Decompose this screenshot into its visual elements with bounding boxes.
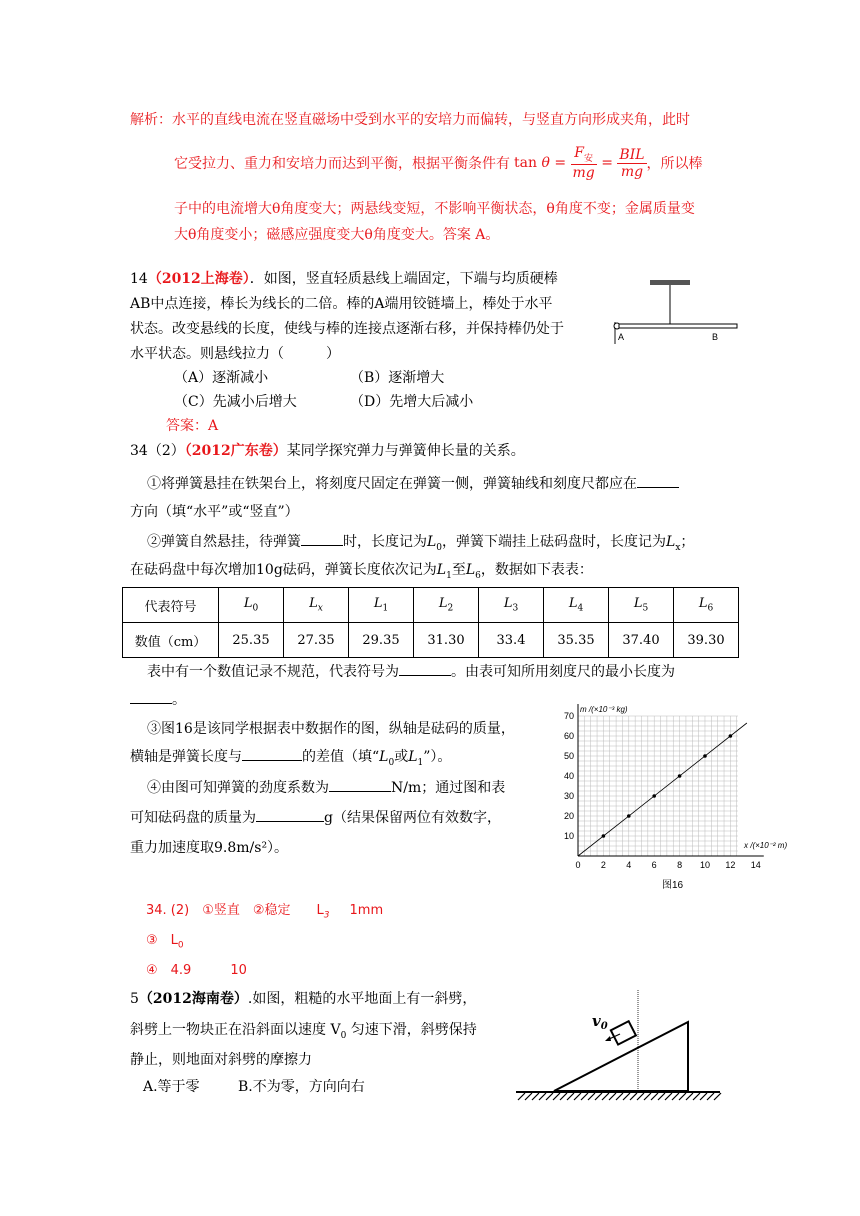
q34-number: 34（2）: [130, 443, 185, 459]
table-cell: [479, 588, 544, 623]
q34-answer-2-sub: 0: [177, 940, 184, 951]
hatch-line: [546, 1093, 553, 1100]
q5-number: 5: [130, 991, 139, 1007]
q34-p5-text-d: 或: [394, 749, 409, 765]
answer-blank-1[interactable]: [637, 475, 679, 488]
q34-p5-text-e: ”）。: [423, 749, 452, 765]
x-tick-label: 2: [600, 860, 606, 870]
q34-p8: 重力加速度取9.8m/s²）。: [130, 840, 289, 856]
q34-p3-text-a: 在砝码盘中每次增加10g砝码，弹簧长度依次记为: [130, 562, 437, 578]
hatch-line: [686, 1093, 693, 1100]
q34-answer-2-text: ③ L: [146, 933, 178, 948]
hatch-line: [553, 1093, 560, 1100]
q14-line-2: AB中点连接，棒长为线长的二倍。棒的A端用铰链墙上，棒处于水平: [130, 296, 553, 312]
cell-sub: 0: [252, 603, 259, 614]
chart-caption: 图16: [662, 880, 684, 891]
sym-sub-1: 1: [446, 570, 452, 581]
answer-blank-7[interactable]: [256, 809, 324, 822]
hatch-line: [658, 1093, 665, 1100]
table-cell: 31.30: [414, 623, 479, 658]
q5-text-1: .如图，粗糙的水平地面上有一斜劈，: [247, 991, 477, 1007]
q34-answer-1: [146, 899, 383, 921]
q34-p6-text-a: ④由图可知弹簧的劲度系数为: [147, 780, 329, 796]
cell-sub: 3: [512, 603, 519, 614]
x-tick-label: 10: [699, 860, 710, 870]
block: [611, 1021, 636, 1044]
hatch-line: [707, 1093, 714, 1100]
q5-option-b: B.不为零，方向向右: [238, 1079, 365, 1095]
fraction-force: [571, 145, 597, 181]
q34-p7-text-a: 可知砝码盘的质量为: [130, 810, 256, 826]
q34-p2-text-d: ；: [680, 534, 695, 550]
answer-blank-3[interactable]: [399, 663, 451, 676]
block-rect: [611, 1021, 636, 1044]
data-point: [703, 754, 707, 758]
spring-chart: [552, 700, 814, 896]
y-tick-label: 10: [563, 831, 574, 841]
q34-answer-1-b: 1mm: [349, 903, 384, 918]
eq-f: F: [574, 145, 584, 162]
q14-answer: 答案：A: [166, 418, 219, 434]
sym-l-1: L: [436, 562, 447, 578]
q34-p5b: [130, 746, 451, 768]
q5-text-2b: 匀速下滑，斜劈保持: [346, 1022, 477, 1038]
sym-l-0b: L: [379, 749, 389, 765]
x-tick-label: 6: [651, 860, 657, 870]
sym-sub-0b: 0: [388, 757, 395, 768]
q34-p6: [147, 777, 505, 797]
q34-p4-text-c: 。: [172, 692, 186, 708]
q34-p3-text-b: 至: [451, 562, 466, 578]
cell-l: L: [243, 596, 253, 612]
table-cell: 37.40: [609, 623, 674, 658]
hatch-line: [567, 1093, 574, 1100]
hatch-line: [644, 1093, 651, 1100]
q34-intro: 某同学探究弹力与弹簧伸长量的关系。: [286, 443, 525, 459]
hatch-line: [609, 1093, 616, 1100]
hatch-line: [581, 1093, 588, 1100]
q5-option-a: A.等于零: [143, 1079, 200, 1095]
table-header-symbol: 代表符号: [123, 588, 219, 623]
q34-p7: [130, 807, 501, 827]
table-cell: 39.30: [674, 623, 739, 658]
table-cell: 27.35: [284, 623, 349, 658]
q34-p7-text-b: g（结果保留两位有效数字，: [324, 810, 501, 826]
y-tick-label: 70: [563, 711, 574, 721]
table-cell: [414, 588, 479, 623]
eq-equals: =: [554, 155, 567, 171]
q34-p2-text-c: ，弹簧下端挂上砝码盘时，长度记为: [442, 534, 667, 550]
hatch-line: [623, 1093, 630, 1100]
q14-source: （2012上海卷）: [147, 271, 250, 287]
cell-l: L: [373, 596, 383, 612]
table-cell: 33.4: [479, 623, 544, 658]
analysis-line-2: [174, 138, 703, 188]
sym-l-1b: L: [408, 749, 418, 765]
q34-p4: [147, 661, 675, 681]
chart-xlabel: x /(×10⁻² m): [744, 841, 788, 850]
hatch-line: [630, 1093, 637, 1100]
eq-tan: tan: [514, 155, 537, 171]
hatch-line: [651, 1093, 658, 1100]
y-tick-label: 60: [563, 731, 574, 741]
sym-sub-x: x: [675, 542, 681, 553]
cell-l: L: [503, 596, 513, 612]
q5-wedge-figure: [514, 990, 724, 1106]
q14-number: 14: [130, 271, 148, 287]
data-point: [678, 774, 682, 778]
data-point: [627, 814, 631, 818]
cell-sub: 4: [577, 603, 584, 614]
eq-theta: θ: [541, 155, 550, 171]
answer-blank-6[interactable]: [329, 779, 391, 792]
data-point: [652, 794, 656, 798]
q34-answer-1-text: 34. (2) ①竖直 ②稳定 L: [146, 903, 324, 918]
y-tick-label: 40: [563, 771, 574, 781]
analysis-line-3: 子中的电流增大θ角度变大；两悬线变短，不影响平衡状态，θ角度不变；金属质量变: [174, 201, 695, 217]
q34-p5a: ③图16是该同学根据表中数据作的图，纵轴是砝码的质量，: [147, 721, 515, 737]
q14-option-d: （D）先增大后减小: [350, 394, 474, 410]
table-cell: 29.35: [349, 623, 414, 658]
analysis-line-2-text: 它受拉力、重力和安培力而达到平衡，根据平衡条件有: [174, 156, 510, 172]
q34-p1: [147, 473, 679, 493]
hatch-line: [574, 1093, 581, 1100]
label-v0: $v_0$: [592, 1012, 608, 1032]
eq-mg-1: mg: [572, 164, 595, 181]
q34-source: （2012广东卷）: [184, 443, 287, 459]
answer-blank-4[interactable]: [130, 691, 172, 704]
table-cell: 25.35: [219, 623, 284, 658]
equation: [514, 145, 647, 181]
sym-sub-1b: 1: [417, 757, 424, 768]
arrow-head-icon: [605, 1036, 611, 1041]
table-cell: 35.35: [544, 623, 609, 658]
x-tick-label: 4: [626, 860, 632, 870]
cell-l: L: [438, 596, 448, 612]
q14-text-1: ．如图，竖直轻质悬线上端固定，下端与均质硬棒: [249, 271, 558, 287]
sym-l-x: L: [666, 534, 676, 550]
eq-mg-2: mg: [620, 163, 644, 180]
x-tick-label: 12: [725, 860, 736, 870]
label-a: A: [618, 332, 625, 342]
cell-l: L: [633, 596, 643, 612]
hatch-line: [637, 1093, 644, 1100]
table-cell: [219, 588, 284, 623]
q34-p2-text-a: ②弹簧自然悬挂，待弹簧: [147, 534, 301, 550]
hatch-line: [700, 1093, 707, 1100]
x-tick-label: 8: [677, 860, 683, 870]
cell-l: L: [568, 596, 578, 612]
q34-answer-2: [146, 929, 184, 951]
cell-sub: 2: [447, 603, 454, 614]
chart-axes: [578, 704, 764, 856]
q34-line-1: [130, 440, 525, 460]
q14-option-c: （C）先减小后增大: [174, 394, 297, 410]
q5-source: （2012海南卷）: [138, 991, 248, 1007]
answer-blank-2[interactable]: [301, 533, 343, 546]
q34-p1b: 方向（填“水平”或“竖直”）: [130, 504, 299, 520]
hatch-line: [672, 1093, 679, 1100]
hatch-line: [693, 1093, 700, 1100]
hatch-line: [595, 1093, 602, 1100]
fraction-bil: [617, 147, 646, 180]
table-cell: [609, 588, 674, 623]
q14-line-4: 水平状态。则悬线拉力（ ）: [130, 346, 340, 362]
q34-p5-text-c: 的差值（填“: [302, 749, 380, 765]
hatch-line: [539, 1093, 546, 1100]
q5-line-3: 静止，则地面对斜劈的摩擦力: [130, 1052, 312, 1068]
q5-line-1: [130, 988, 476, 1008]
cell-l: L: [698, 596, 708, 612]
q14-option-b: （B）逐渐增大: [350, 370, 445, 386]
cell-sub: 5: [642, 603, 649, 614]
hatch-line: [679, 1093, 686, 1100]
q34-p4c: [130, 689, 186, 709]
ground-hatch: [518, 1093, 721, 1100]
q14-rod-figure: [608, 276, 744, 346]
sym-sub-6: 6: [475, 570, 481, 581]
q34-p4-text-a: 表中有一个数值记录不规范，代表符号为: [147, 664, 399, 680]
eq-equals-2: =: [601, 155, 613, 171]
rod-ab: [619, 324, 737, 328]
q34-p6-text-b: N/m；通过图和表: [391, 780, 506, 796]
q5-sub: 0: [340, 1030, 347, 1041]
cell-sub: 6: [707, 603, 714, 614]
hatch-line: [525, 1093, 532, 1100]
q34-answer-3: ④ 4.9 10: [146, 963, 247, 978]
q34-p4-text-b: 。由表可知所用刻度尺的最小长度为: [451, 664, 675, 680]
table-cell: [544, 588, 609, 623]
q34-p3-text-c: ，数据如下表表：: [480, 562, 593, 578]
x-tick-label: 14: [750, 860, 761, 870]
y-tick-label: 20: [563, 811, 574, 821]
eq-bil: BIL: [619, 146, 645, 163]
cell-sub: 1: [382, 603, 389, 614]
hatch-line: [602, 1093, 609, 1100]
q34-answer-1-sub: 3: [323, 910, 330, 921]
q34-p3: [130, 559, 593, 581]
q5-text-2: 斜劈上一物块正在沿斜面以速度 V: [130, 1022, 341, 1038]
q14-line-1: [130, 268, 558, 288]
table-header-value: 数值（cm）: [123, 623, 219, 658]
data-point: [729, 734, 733, 738]
hatch-line: [518, 1093, 525, 1100]
chart-ylabel: m /(×10⁻³ kg): [580, 705, 628, 714]
y-tick-label: 30: [563, 791, 574, 801]
q5-line-2: [130, 1019, 477, 1041]
data-point: [602, 834, 606, 838]
q14-line-3: 状态。改变悬线的长度，使线与棒的连接点逐渐右移，并保持棒仍处于: [130, 321, 564, 337]
hatch-line: [588, 1093, 595, 1100]
hatch-line: [714, 1093, 721, 1100]
cell-l: L: [309, 596, 318, 612]
ceiling-mount: [650, 280, 690, 285]
answer-blank-5[interactable]: [242, 748, 302, 761]
hatch-line: [532, 1093, 539, 1100]
analysis-line-2-post: ，所以棒: [646, 156, 703, 172]
sym-l: L: [427, 534, 437, 550]
hatch-line: [560, 1093, 567, 1100]
eq-f-sub: 安: [584, 153, 594, 164]
label-b: B: [712, 332, 719, 342]
x-tick-label: 0: [575, 860, 581, 870]
q34-p5-text-b: 横轴是弹簧长度与: [130, 749, 242, 765]
q34-p2: [147, 531, 694, 553]
table-cell: [674, 588, 739, 623]
data-table: [122, 587, 739, 658]
q34-p2-text-b: 时，长度记为: [343, 534, 427, 550]
table-row: [123, 623, 739, 658]
q34-p1-text: ①将弹簧悬挂在铁架台上，将刻度尺固定在弹簧一侧，弹簧轴线和刻度尺都应在: [147, 476, 637, 492]
cell-sub: x: [317, 603, 323, 614]
y-tick-label: 50: [563, 751, 574, 761]
hatch-line: [616, 1093, 623, 1100]
analysis-line-4: 大θ角度变小；磁感应强度变大θ角度变大。答案 A。: [174, 227, 500, 243]
sym-sub-0: 0: [436, 542, 443, 553]
q14-option-a: （A）逐渐减小: [174, 370, 269, 386]
analysis-line-1: 解析：水平的直线电流在竖直磁场中受到水平的安培力而偏转，与竖直方向形成夹角，此时: [130, 112, 690, 128]
sym-l-6: L: [465, 562, 476, 578]
table-cell: [349, 588, 414, 623]
table-row: [123, 588, 739, 623]
hatch-line: [665, 1093, 672, 1100]
table-cell: [284, 588, 349, 623]
